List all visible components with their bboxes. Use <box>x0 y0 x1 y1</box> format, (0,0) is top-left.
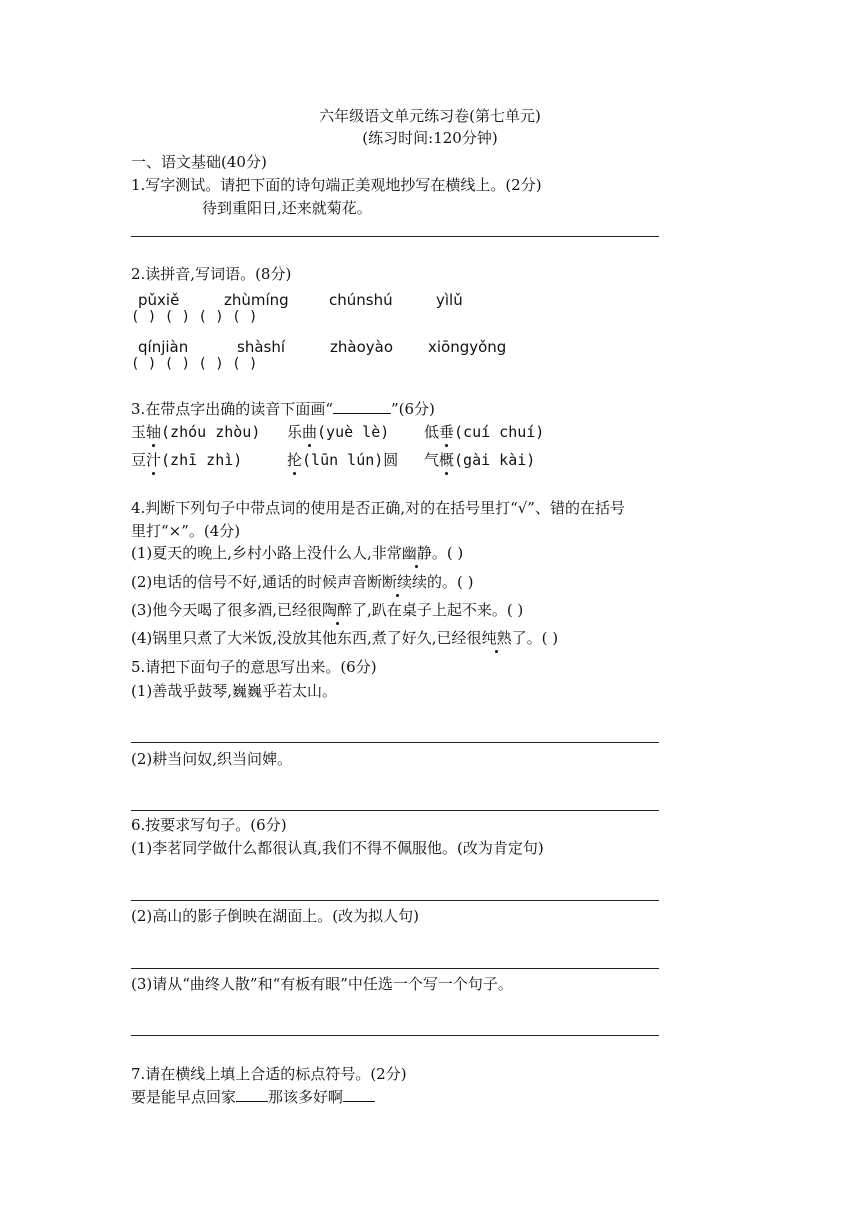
q4-prompt-line2: 里打“×”。(4分) <box>131 522 241 540</box>
q4-item-text: (4)锅里只煮了大米饭,没放其他东西,煮了好久,已经很 <box>131 629 482 647</box>
q2-pinyin-4: yìlǔ <box>436 291 463 309</box>
q4-item-bracket: 的。( ) <box>427 573 474 591</box>
dotted-word: 断断续续 <box>367 573 428 591</box>
q3-item-3 <box>424 422 544 442</box>
q4-item-4 <box>131 628 558 648</box>
q7-sentence-part2: 那该多好啊 <box>268 1088 344 1106</box>
section-heading: 一、语文基础(40分) <box>131 153 267 171</box>
q6-prompt: 6.按要求写句子。(6分) <box>131 816 287 834</box>
q1-answer-line <box>131 236 659 237</box>
q4-item-text: (3)他今天喝了很多酒,已经很 <box>131 601 323 619</box>
q5-item-2: (2)耕当问奴,织当问婢。 <box>131 750 293 768</box>
q3-item-pinyin: (yuè lè) <box>317 423 390 441</box>
dotted-character: 汁 <box>146 451 162 469</box>
q3-item-2 <box>287 422 389 442</box>
q4-item-bracket: 了。( ) <box>511 629 559 647</box>
q3-prompt-end: ”(6分) <box>390 400 435 418</box>
q3-item-4 <box>131 450 242 470</box>
q2-pinyin-8: xiōngyǒng <box>428 338 507 356</box>
q3-item-pinyin: (cuí chuí) <box>454 423 545 441</box>
q4-item-text: (2)电话的信号不好,通话的时候声音 <box>131 573 368 591</box>
q7-prompt: 7.请在横线上填上合适的标点符号。(2分) <box>131 1065 407 1083</box>
q3-item-text: 气 <box>424 451 440 469</box>
q4-item-2 <box>131 572 474 592</box>
q3-item-pinyin: (lūn lún)圆 <box>302 451 399 469</box>
dotted-word: 幽静 <box>401 544 432 562</box>
dotted-character: 抡 <box>287 451 303 469</box>
q3-item-text: 玉 <box>131 423 147 441</box>
q4-prompt-line1: 4.判断下列句子中带点词的使用是否正确,对的在括号里打“√”、错的在括号 <box>131 499 625 517</box>
q6-item-2: (2)高山的影子倒映在湖面上。(改为拟人句) <box>131 907 419 925</box>
q3-item-pinyin: (gài kài) <box>454 451 536 469</box>
q3-item-1 <box>131 422 260 442</box>
q2-pinyin-7: zhàoyào <box>330 338 393 356</box>
q4-item-bracket: 了,趴在桌子上起不来。( ) <box>352 601 524 619</box>
q3-item-pinyin: (zhóu zhòu) <box>161 423 261 441</box>
q2-answer-brackets-1: ( ) ( ) ( ) ( ) <box>131 309 258 325</box>
dotted-character: 垂 <box>439 423 455 441</box>
q5-item-1: (1)善哉乎鼓琴,巍巍乎若太山。 <box>131 682 338 700</box>
q3-item-5 <box>287 450 398 470</box>
q5-answer-line-1 <box>131 742 659 743</box>
q3-item-text: 豆 <box>131 451 147 469</box>
dotted-word: 纯熟 <box>481 629 512 647</box>
q3-prompt-start: 3.在带点字出确的读音下面画“ <box>131 400 333 418</box>
dotted-character: 概 <box>439 451 455 469</box>
dotted-character: 轴 <box>146 423 162 441</box>
q7-sentence <box>131 1087 375 1107</box>
q2-pinyin-5: qínjiàn <box>138 338 189 356</box>
q3-item-text: 乐 <box>287 423 303 441</box>
q4-item-bracket: 。( ) <box>431 544 464 562</box>
q2-prompt: 2.读拼音,写词语。(8分) <box>131 265 292 283</box>
q3-blank-sample <box>333 399 391 414</box>
q7-blank-2 <box>343 1087 375 1102</box>
q7-sentence-part1: 要是能早点回家 <box>131 1088 237 1106</box>
q5-prompt: 5.请把下面句子的意思写出来。(6分) <box>131 658 377 676</box>
q3-prompt <box>131 399 435 419</box>
q7-blank-1 <box>236 1087 268 1102</box>
q4-item-3 <box>131 600 523 620</box>
q2-pinyin-2: zhùmíng <box>224 291 289 309</box>
q1-poem: 待到重阳日,还来就菊花。 <box>202 199 372 217</box>
q3-item-text: 低 <box>424 423 440 441</box>
q6-answer-line-3 <box>131 1035 659 1036</box>
q2-pinyin-1: pǔxiě <box>138 291 180 309</box>
q4-item-1 <box>131 543 463 563</box>
q2-answer-brackets-2: ( ) ( ) ( ) ( ) <box>131 356 258 372</box>
q6-answer-line-1 <box>131 900 659 901</box>
q3-item-6 <box>424 450 535 470</box>
q6-item-1: (1)李茗同学做什么都很认真,我们不得不佩服他。(改为肯定句) <box>131 839 544 857</box>
q6-answer-line-2 <box>131 968 659 969</box>
q6-item-3: (3)请从“曲终人散”和“有板有眼”中任选一个写一个句子。 <box>131 975 513 993</box>
page-subtitle: (练习时间:120分钟) <box>362 129 498 147</box>
page-title: 六年级语文单元练习卷(第七单元) <box>319 107 541 125</box>
q1-prompt: 1.写字测试。请把下面的诗句端正美观地抄写在横线上。(2分) <box>131 176 542 194</box>
q2-pinyin-3: chúnshú <box>329 291 393 309</box>
q4-item-text: (1)夏天的晚上,乡村小路上没什么人,非常 <box>131 544 402 562</box>
q2-pinyin-6: shàshí <box>237 338 286 356</box>
q3-item-pinyin: (zhī zhì) <box>161 451 243 469</box>
dotted-word: 陶醉 <box>322 601 353 619</box>
q5-answer-line-2 <box>131 810 659 811</box>
dotted-character: 曲 <box>302 423 318 441</box>
